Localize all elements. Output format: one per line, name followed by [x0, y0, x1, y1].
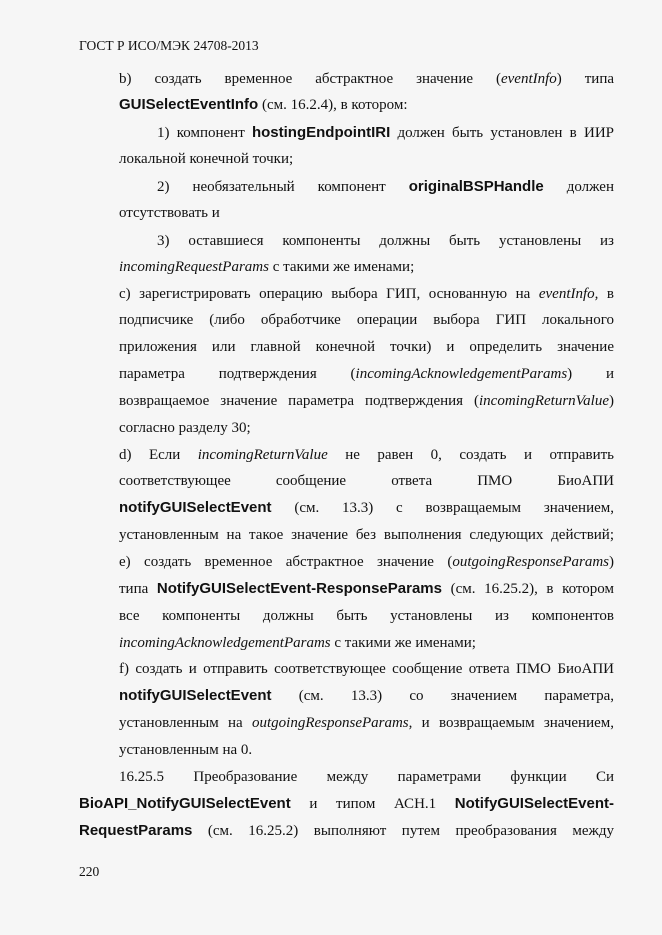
- text-run: установленным на такое значение без выполнения следующих действий;: [119, 527, 614, 543]
- text-line: [157, 123, 614, 143]
- text-run: приложения или главной конечной точки) и определить значение: [119, 339, 614, 355]
- text-line: [119, 364, 614, 384]
- text-run: b) создать временное абстрактное значение (: [119, 71, 501, 87]
- text-line: [157, 231, 614, 251]
- text-run: 2) необязательный компонент: [157, 179, 409, 195]
- text-run: ) типа: [556, 71, 615, 87]
- text-line: [119, 257, 614, 277]
- italic-term: eventInfo,: [538, 286, 599, 302]
- text-line: [119, 713, 614, 733]
- code-identifier: notifyGUISelectEvent: [119, 499, 272, 516]
- text-run: с такими же именами;: [330, 635, 476, 651]
- code-identifier: hostingEndpointIRI: [251, 124, 391, 141]
- text-run: f) создать и отправить соответствующее сообщение ответа ПМО БиоАПИ: [119, 661, 614, 677]
- italic-term: incomingAcknowledgementParams: [119, 635, 331, 651]
- text-run: установленным на 0.: [119, 742, 253, 758]
- text-run: (см. 16.2.4), в котором:: [258, 97, 408, 113]
- text-run: должен быть установлен в ИИР: [390, 125, 614, 141]
- document-header: ГОСТ Р ИСО/МЭК 24708-2013: [79, 38, 259, 53]
- code-identifier: notifyGUISelectEvent: [119, 687, 272, 704]
- text-run: (см. 16.25.2), в котором: [441, 581, 614, 597]
- code-identifier: NotifyGUISelectEvent-ResponseParams: [156, 580, 442, 597]
- text-run: ): [609, 554, 614, 570]
- text-run: ): [609, 393, 614, 409]
- page-number: 220: [79, 864, 100, 879]
- text-line: [119, 445, 614, 465]
- text-line: [119, 69, 614, 89]
- text-run: должен: [543, 179, 614, 195]
- text-line: [119, 149, 614, 169]
- text-line: [119, 203, 614, 223]
- text-run: подписчике (либо обработчике операции выбора ГИП локального: [119, 312, 614, 328]
- text-run: типа: [119, 581, 157, 597]
- text-line: [119, 284, 614, 304]
- text-line: [119, 525, 614, 545]
- text-run: и типом АСН.1: [290, 796, 455, 812]
- text-line: [119, 740, 614, 760]
- code-identifier: originalBSPHandle: [408, 178, 544, 195]
- text-run: 16.25.5 Преобразование между параметрами функции Си: [119, 769, 614, 785]
- text-run: (см. 13.3) с возвращаемым значением,: [271, 500, 614, 516]
- text-run: (см. 13.3) со значением параметра,: [271, 688, 614, 704]
- text-line: [119, 310, 614, 330]
- code-identifier: RequestParams: [79, 822, 193, 839]
- italic-term: outgoingResponseParams: [251, 715, 409, 731]
- text-run: c) зарегистрировать операцию выбора ГИП, основанную на: [119, 286, 539, 302]
- text-line: [119, 337, 614, 357]
- text-run: установленным на: [119, 715, 252, 731]
- text-run: соответствующее сообщение ответа ПМО БиоАПИ: [119, 473, 614, 489]
- text-line: [119, 552, 614, 572]
- text-run: отсутствовать и: [119, 205, 220, 221]
- text-line: [79, 821, 614, 841]
- text-run: d) Если: [119, 447, 198, 463]
- text-line: [119, 579, 614, 599]
- text-run: 1) компонент: [157, 125, 252, 141]
- italic-term: outgoingResponseParams: [452, 554, 609, 570]
- text-line: [119, 686, 614, 706]
- code-identifier: NotifyGUISelectEvent-: [454, 795, 614, 812]
- text-line: [119, 95, 614, 115]
- italic-term: eventInfo: [500, 71, 557, 87]
- text-run: ) и: [567, 366, 614, 382]
- text-run: с такими же именами;: [268, 259, 415, 275]
- text-run: согласно разделу 30;: [119, 420, 251, 436]
- italic-term: incomingRequestParams: [119, 259, 269, 275]
- text-run: (см. 16.25.2) выполняют путем преобразования между: [192, 823, 614, 839]
- text-run: локальной конечной точки;: [119, 151, 294, 167]
- text-line: [119, 767, 614, 787]
- italic-term: incomingReturnValue: [197, 447, 328, 463]
- italic-term: incomingReturnValue: [479, 393, 609, 409]
- text-line: [157, 177, 614, 197]
- code-identifier: GUISelectEventInfo: [119, 96, 259, 113]
- code-identifier: BioAPI_NotifyGUISelectEvent: [79, 795, 291, 812]
- text-run: все компоненты должны быть установлены из компонентов: [119, 608, 614, 624]
- text-line: [119, 391, 614, 411]
- text-line: [119, 498, 614, 518]
- text-line: [79, 794, 614, 814]
- text-run: в: [598, 286, 615, 302]
- text-run: , и возвращаемым значением,: [408, 715, 614, 731]
- text-line: [119, 471, 614, 491]
- text-line: [119, 418, 614, 438]
- text-line: [119, 633, 614, 653]
- text-run: не равен 0, создать и отправить: [327, 447, 614, 463]
- text-run: параметра подтверждения (: [119, 366, 356, 382]
- text-line: [119, 606, 614, 626]
- text-run: 3) оставшиеся компоненты должны быть установлены из: [157, 233, 614, 249]
- text-run: e) создать временное абстрактное значение (: [119, 554, 453, 570]
- text-run: возвращаемое значение параметра подтверждения (: [119, 393, 480, 409]
- italic-term: incomingAcknowledgementParams: [355, 366, 568, 382]
- text-line: [119, 659, 614, 679]
